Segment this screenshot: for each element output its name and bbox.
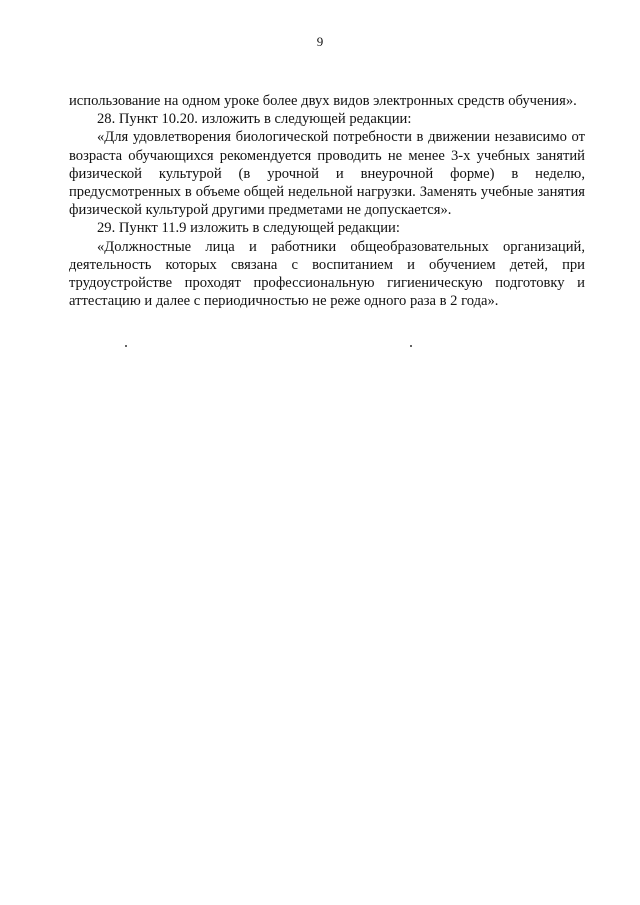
paragraph-item-28-text: «Для удовлетворения биологической потребности в движении независимо от возраста обучающихся рекомендуется проводить не менее 3-х учебных занятий физической культурой (в урочной и внеурочной форме) в неделю, предусмотренных в объеме общей недельной нагрузки. Заменять учебные занятия физической культурой другими предметами не допускается». — [69, 129, 585, 219]
scan-speck — [125, 345, 127, 347]
document-body — [69, 92, 585, 310]
paragraph-item-29-text: «Должностные лица и работники общеобразовательных организаций, деятельность которых связана с воспитанием и обучением детей, при трудоустройстве проходят профессиональную гигиеническую подготовку и аттестацию и далее с периодичностью не реже одного раза в 2 года». — [69, 238, 585, 310]
page-number: 9 — [316, 34, 324, 49]
paragraph-item-29-heading: 29. Пункт 11.9 изложить в следующей редакции: — [97, 220, 400, 237]
paragraph-item-28-heading: 28. Пункт 10.20. изложить в следующей редакции: — [97, 111, 412, 128]
paragraph-continuation: использование на одном уроке более двух видов электронных средств обучения». — [69, 93, 577, 109]
scan-speck — [410, 345, 412, 347]
